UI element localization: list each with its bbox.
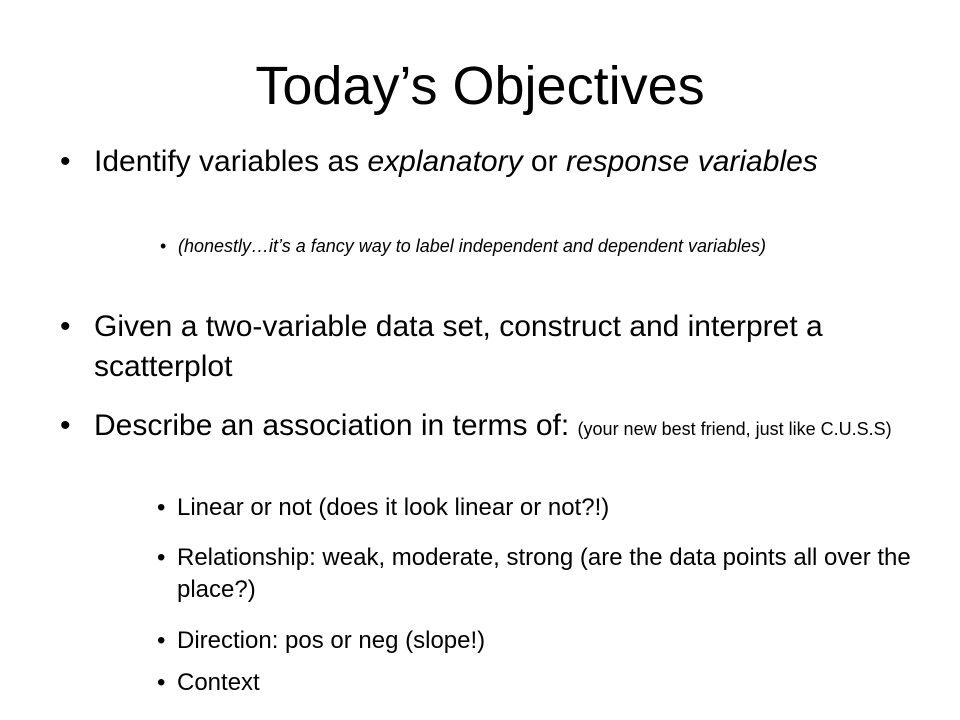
bullet-icon: • <box>60 310 71 343</box>
objective-text-3 <box>94 406 910 449</box>
association-subitem-text: Context <box>177 669 260 696</box>
objective-1-mid: or <box>522 145 566 178</box>
objective-text-1 <box>94 142 910 182</box>
association-subitem <box>157 667 927 699</box>
association-subitem-text: Direction: pos or neg (slope!) <box>177 627 486 654</box>
objective-3-main: Describe an association in terms of: <box>94 409 578 442</box>
bullet-icon: • <box>157 544 166 571</box>
objective-1-pre: Identify variables as <box>94 145 368 178</box>
slide-title: Today’s Objectives <box>255 56 705 116</box>
objective-3-aside: (your new best friend, just like C.U.S.S) <box>577 419 892 439</box>
objective-1-emphasis-explanatory: explanatory <box>367 145 523 178</box>
objective-item-3 <box>60 406 910 449</box>
bullet-icon: • <box>157 669 166 696</box>
objective-item-2 <box>60 307 910 387</box>
objective-item-1 <box>60 142 910 182</box>
bullet-icon: • <box>60 145 71 178</box>
association-subitem-text: Relationship: weak, moderate, strong (are the data points all over the place?) <box>177 544 911 603</box>
association-subitem <box>157 625 927 657</box>
bullet-icon: • <box>60 409 71 442</box>
objective-1-subitem <box>160 234 880 259</box>
bullet-icon: • <box>157 627 166 654</box>
association-subitem-text: Linear or not (does it look linear or not?!) <box>177 494 610 521</box>
objective-1-emphasis-response: response variables <box>565 145 818 178</box>
objective-text-2: Given a two-variable data set, construct and interpret a scatterplot <box>94 310 823 383</box>
association-subitem <box>157 492 927 524</box>
bullet-icon: • <box>157 494 166 521</box>
objective-1-subitem-text: (honestly…it’s a fancy way to label independent and dependent variables) <box>178 236 767 256</box>
association-subitem <box>157 542 927 606</box>
bullet-icon: • <box>160 236 167 256</box>
